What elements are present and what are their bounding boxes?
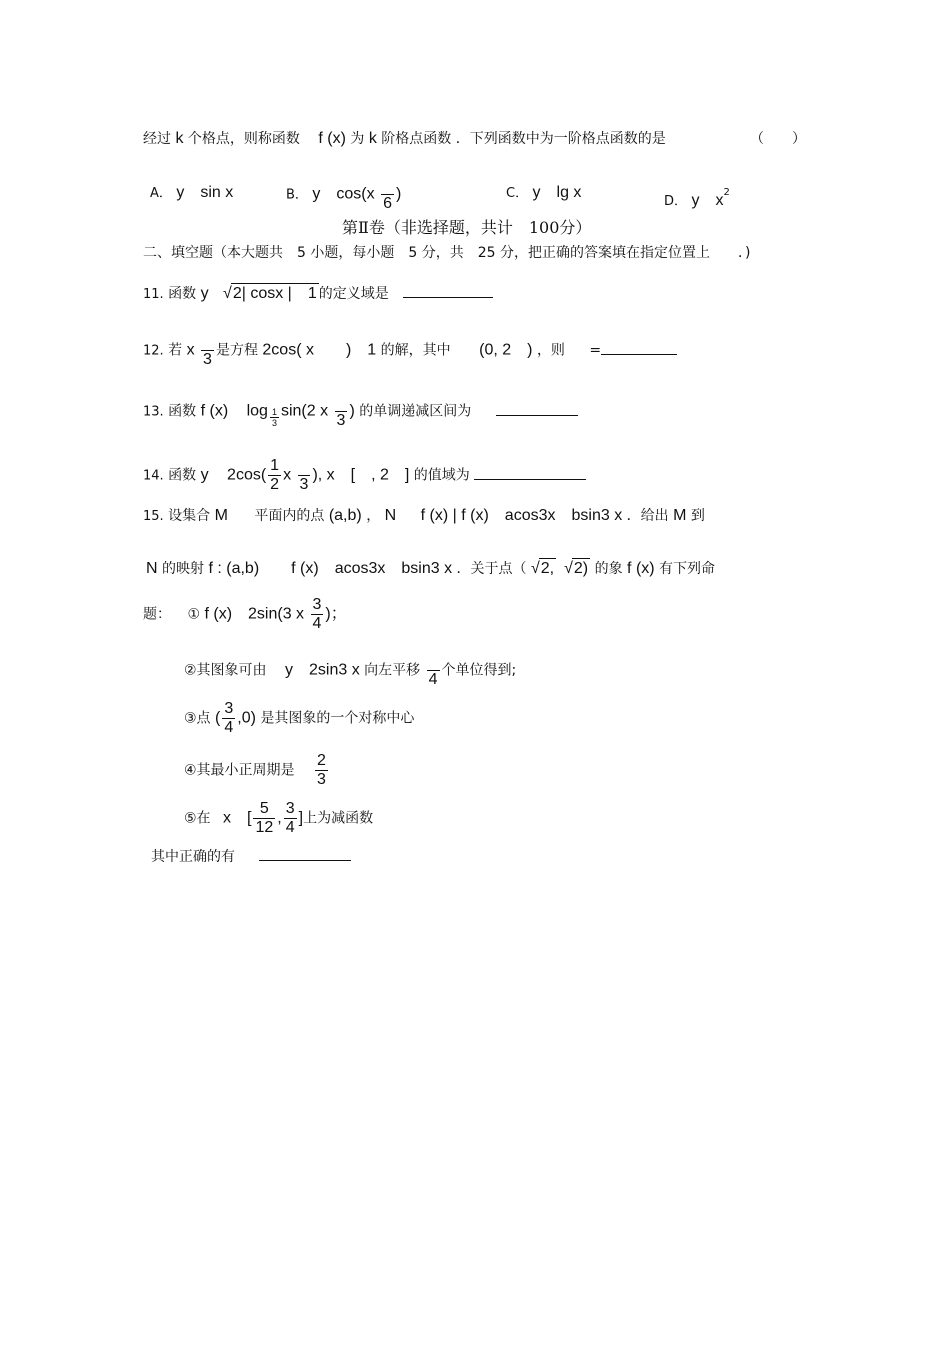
q11-radicand: 2| cosx | 1	[232, 285, 317, 302]
intro-line	[143, 129, 666, 149]
q15-claim-2-text-1: ②其图象可由	[184, 662, 267, 679]
option-c-expr: y lg x	[532, 184, 582, 201]
q11-y: y	[200, 285, 209, 302]
q15-claim-4	[184, 752, 330, 789]
q15-final-text: 其中正确的有	[151, 849, 235, 865]
q15-claim-5-text-2: 上为减函数	[303, 810, 374, 827]
q14-f1-den: 2	[270, 476, 280, 493]
q15-ab: (a,b)	[328, 507, 362, 524]
q15-set: f (x) | f (x) acos3x bsin3 x	[420, 507, 623, 524]
q15-comma: ，	[366, 508, 381, 524]
q15-claim-3-den: 4	[224, 719, 234, 736]
q11-text-2: 的定义域是	[318, 286, 389, 302]
q15-map: f : (a,b) f (x) acos3x bsin3 x	[208, 560, 453, 577]
q15-claim-3-open: (	[215, 709, 221, 727]
q15-claim-3-fraction	[222, 700, 235, 737]
q13-text-2: 的单调递减区间为	[359, 403, 472, 420]
q15-claim-1-den: 4	[312, 615, 322, 632]
q15-claim-2-den: 4	[428, 671, 438, 688]
q15-claim-5-comma: ,	[277, 809, 282, 827]
q15-claim-2-expr: y 2sin3 x	[285, 661, 360, 679]
q15-fx: f (x)	[627, 560, 655, 577]
option-b-expr: y cos(x	[312, 185, 375, 203]
intro-text-2: 个格点，则称函数	[187, 131, 300, 147]
q15-claim-1-expr: f (x) 2sin(3 x	[204, 605, 305, 623]
q14-fraction-2	[298, 457, 311, 494]
intro-text-4: 阶格点函数 ．下列函数中为一阶格点函数的是	[381, 131, 666, 147]
option-d	[664, 183, 730, 212]
q15-answer-blank[interactable]	[259, 846, 351, 861]
intro-bracket: （ ）	[750, 131, 806, 147]
q15-final	[151, 846, 351, 867]
q15-claim-4-fraction	[315, 752, 328, 789]
question-13	[143, 393, 578, 430]
q13-answer-blank[interactable]	[496, 401, 578, 416]
q15-claim-1-close: )；	[325, 605, 347, 623]
option-b-den: 6	[383, 195, 392, 212]
q15-root-1: 2,	[540, 560, 555, 577]
q12-range: (0, 2 )	[479, 341, 533, 359]
option-c-label: C．	[506, 186, 529, 201]
q13-log-base-den: 3	[271, 417, 277, 428]
q14-cos: 2cos(	[227, 466, 267, 484]
intro-text-3: 为	[350, 131, 365, 147]
option-d-label: D．	[664, 194, 688, 209]
q15-text-2: 平面内的点	[254, 508, 325, 524]
q15-claim-5-n1: 5	[253, 800, 275, 819]
intro-k-1: k	[175, 130, 184, 147]
q13-number: 13.	[143, 404, 164, 420]
q15-N: N	[384, 507, 397, 524]
q13-sin: sin(2 x	[280, 402, 329, 420]
q15-claim-5-d2: 4	[285, 819, 295, 836]
q15-M: M	[214, 507, 228, 524]
q15-N-2: N	[146, 560, 158, 577]
q14-text-1: 函数	[168, 467, 197, 484]
q13-fx: f (x)	[200, 402, 229, 420]
q12-den: 3	[203, 351, 212, 368]
q12-text-1: 若	[168, 342, 183, 359]
q11-answer-blank[interactable]	[403, 283, 493, 298]
q15-text-6: ．关于点（	[456, 561, 527, 577]
q12-answer-blank[interactable]	[601, 340, 677, 355]
option-b-label: B．	[286, 187, 308, 203]
q15-claim-3	[184, 700, 414, 737]
q15-claim-4-text-1: ④其最小正周期是	[184, 762, 295, 779]
q13-fraction	[335, 393, 348, 430]
q15-claim-5-fraction-2	[284, 800, 297, 837]
question-15-line-2: N 的映射 f : (a,b) f (x) acos3x bsin3 x ．关于点（ √2, √2) 的象 f (x) 有下列命	[146, 560, 716, 577]
q15-number: 15.	[143, 509, 164, 524]
question-11: 11. 函数 y √2| cosx | 1 的定义域是	[143, 283, 493, 305]
intro-k-2: k	[368, 130, 377, 147]
q15-claim-2-text-2: 向左平移	[364, 662, 421, 679]
q12-number: 12.	[143, 343, 164, 359]
q12-text-2: 是方程	[215, 342, 258, 359]
q14-fraction-1	[268, 457, 281, 494]
q15-claim-1-mark: ①	[187, 606, 201, 623]
q15-claim-3-text-2: 是其图象的一个对称中心	[260, 710, 415, 727]
q15-claim-5-close: ]	[298, 809, 304, 827]
q13-den: 3	[336, 412, 346, 429]
q12-text-4: ，则	[536, 342, 565, 359]
q15-claim-1-fraction	[311, 596, 324, 633]
q13-close: )	[349, 402, 355, 420]
q13-log-base	[270, 407, 279, 428]
option-b-fraction	[381, 176, 394, 213]
option-a-label: A．	[150, 186, 172, 201]
q15-claim-1-num: 3	[312, 596, 322, 613]
q13-log-base-num: 1	[271, 406, 277, 417]
q13-log: log	[246, 402, 268, 420]
q15-M-2: M	[673, 507, 687, 524]
q15-text-9: 题：	[143, 606, 171, 623]
q11-text-1: 函数	[168, 286, 197, 302]
option-b-close: )	[395, 185, 402, 203]
q14-f2-den: 3	[299, 476, 309, 493]
q14-close: ), x [ , 2 ]	[312, 466, 410, 484]
q15-text-4: 到	[690, 508, 705, 524]
q11-number: 11.	[143, 287, 164, 302]
option-b	[286, 176, 401, 213]
q15-claim-5	[184, 800, 373, 837]
q14-y: y	[200, 466, 209, 484]
option-d-exponent: 2	[723, 187, 730, 198]
q12-x: x	[186, 341, 195, 359]
section-heading: 二、填空题（本大题共 5 小题，每小题 5 分，共 25 分，把正确的答案填在指定位置上 ．)	[143, 245, 751, 261]
q15-claim-3-num: 3	[224, 700, 234, 717]
q15-claim-3-text-1: ③点	[184, 710, 211, 727]
q12-text-3: 的解，其中	[380, 342, 451, 359]
q14-text-2: 的值域为	[413, 467, 470, 484]
q15-root-2: 2)	[573, 560, 589, 577]
option-d-expr: y x	[691, 192, 724, 209]
q15-text-8: 有下列命	[659, 561, 716, 577]
q14-number: 14.	[143, 468, 164, 484]
q15-text-1: 设集合	[168, 508, 211, 524]
q14-answer-blank[interactable]	[474, 465, 586, 480]
question-15-line-1	[143, 506, 705, 527]
q15-claim-4-num: 2	[317, 752, 326, 769]
q12-fraction	[201, 332, 214, 369]
q15-text-5: 的映射	[162, 561, 205, 577]
q15-claim-3-close: ,0)	[237, 709, 256, 727]
q15-claim-5-text-1: ⑤在	[184, 810, 211, 827]
question-12	[143, 332, 677, 369]
q15-claim-5-x: x [	[223, 809, 252, 827]
option-c	[506, 183, 581, 204]
q13-text-1: 函数	[168, 403, 197, 420]
q15-claim-5-n2: 3	[285, 800, 295, 817]
q15-claim-1	[143, 596, 347, 633]
question-14	[143, 457, 586, 494]
q15-claim-2-fraction	[427, 652, 440, 689]
intro-text-1: 经过	[143, 131, 171, 147]
q15-claim-4-den: 3	[317, 771, 326, 788]
q14-f1-num: 1	[270, 457, 280, 474]
q14-x: x	[283, 466, 292, 484]
option-a	[150, 183, 233, 204]
q15-claim-2-text-3: 个单位得到;	[441, 662, 517, 679]
q12-equation: 2cos( x ) 1	[262, 341, 377, 359]
part2-title: 第Ⅱ卷（非选择题，共计 100分）	[342, 218, 592, 237]
q15-claim-2	[184, 652, 516, 689]
option-a-expr: y sin x	[176, 184, 234, 201]
q15-text-3: ．给出	[626, 508, 669, 524]
q15-text-7: 的象	[594, 561, 623, 577]
q12-equals: =	[589, 342, 602, 359]
intro-fx: f (x)	[318, 130, 346, 147]
q15-claim-5-fraction-1	[253, 800, 275, 837]
q15-claim-5-d1: 12	[255, 819, 274, 836]
